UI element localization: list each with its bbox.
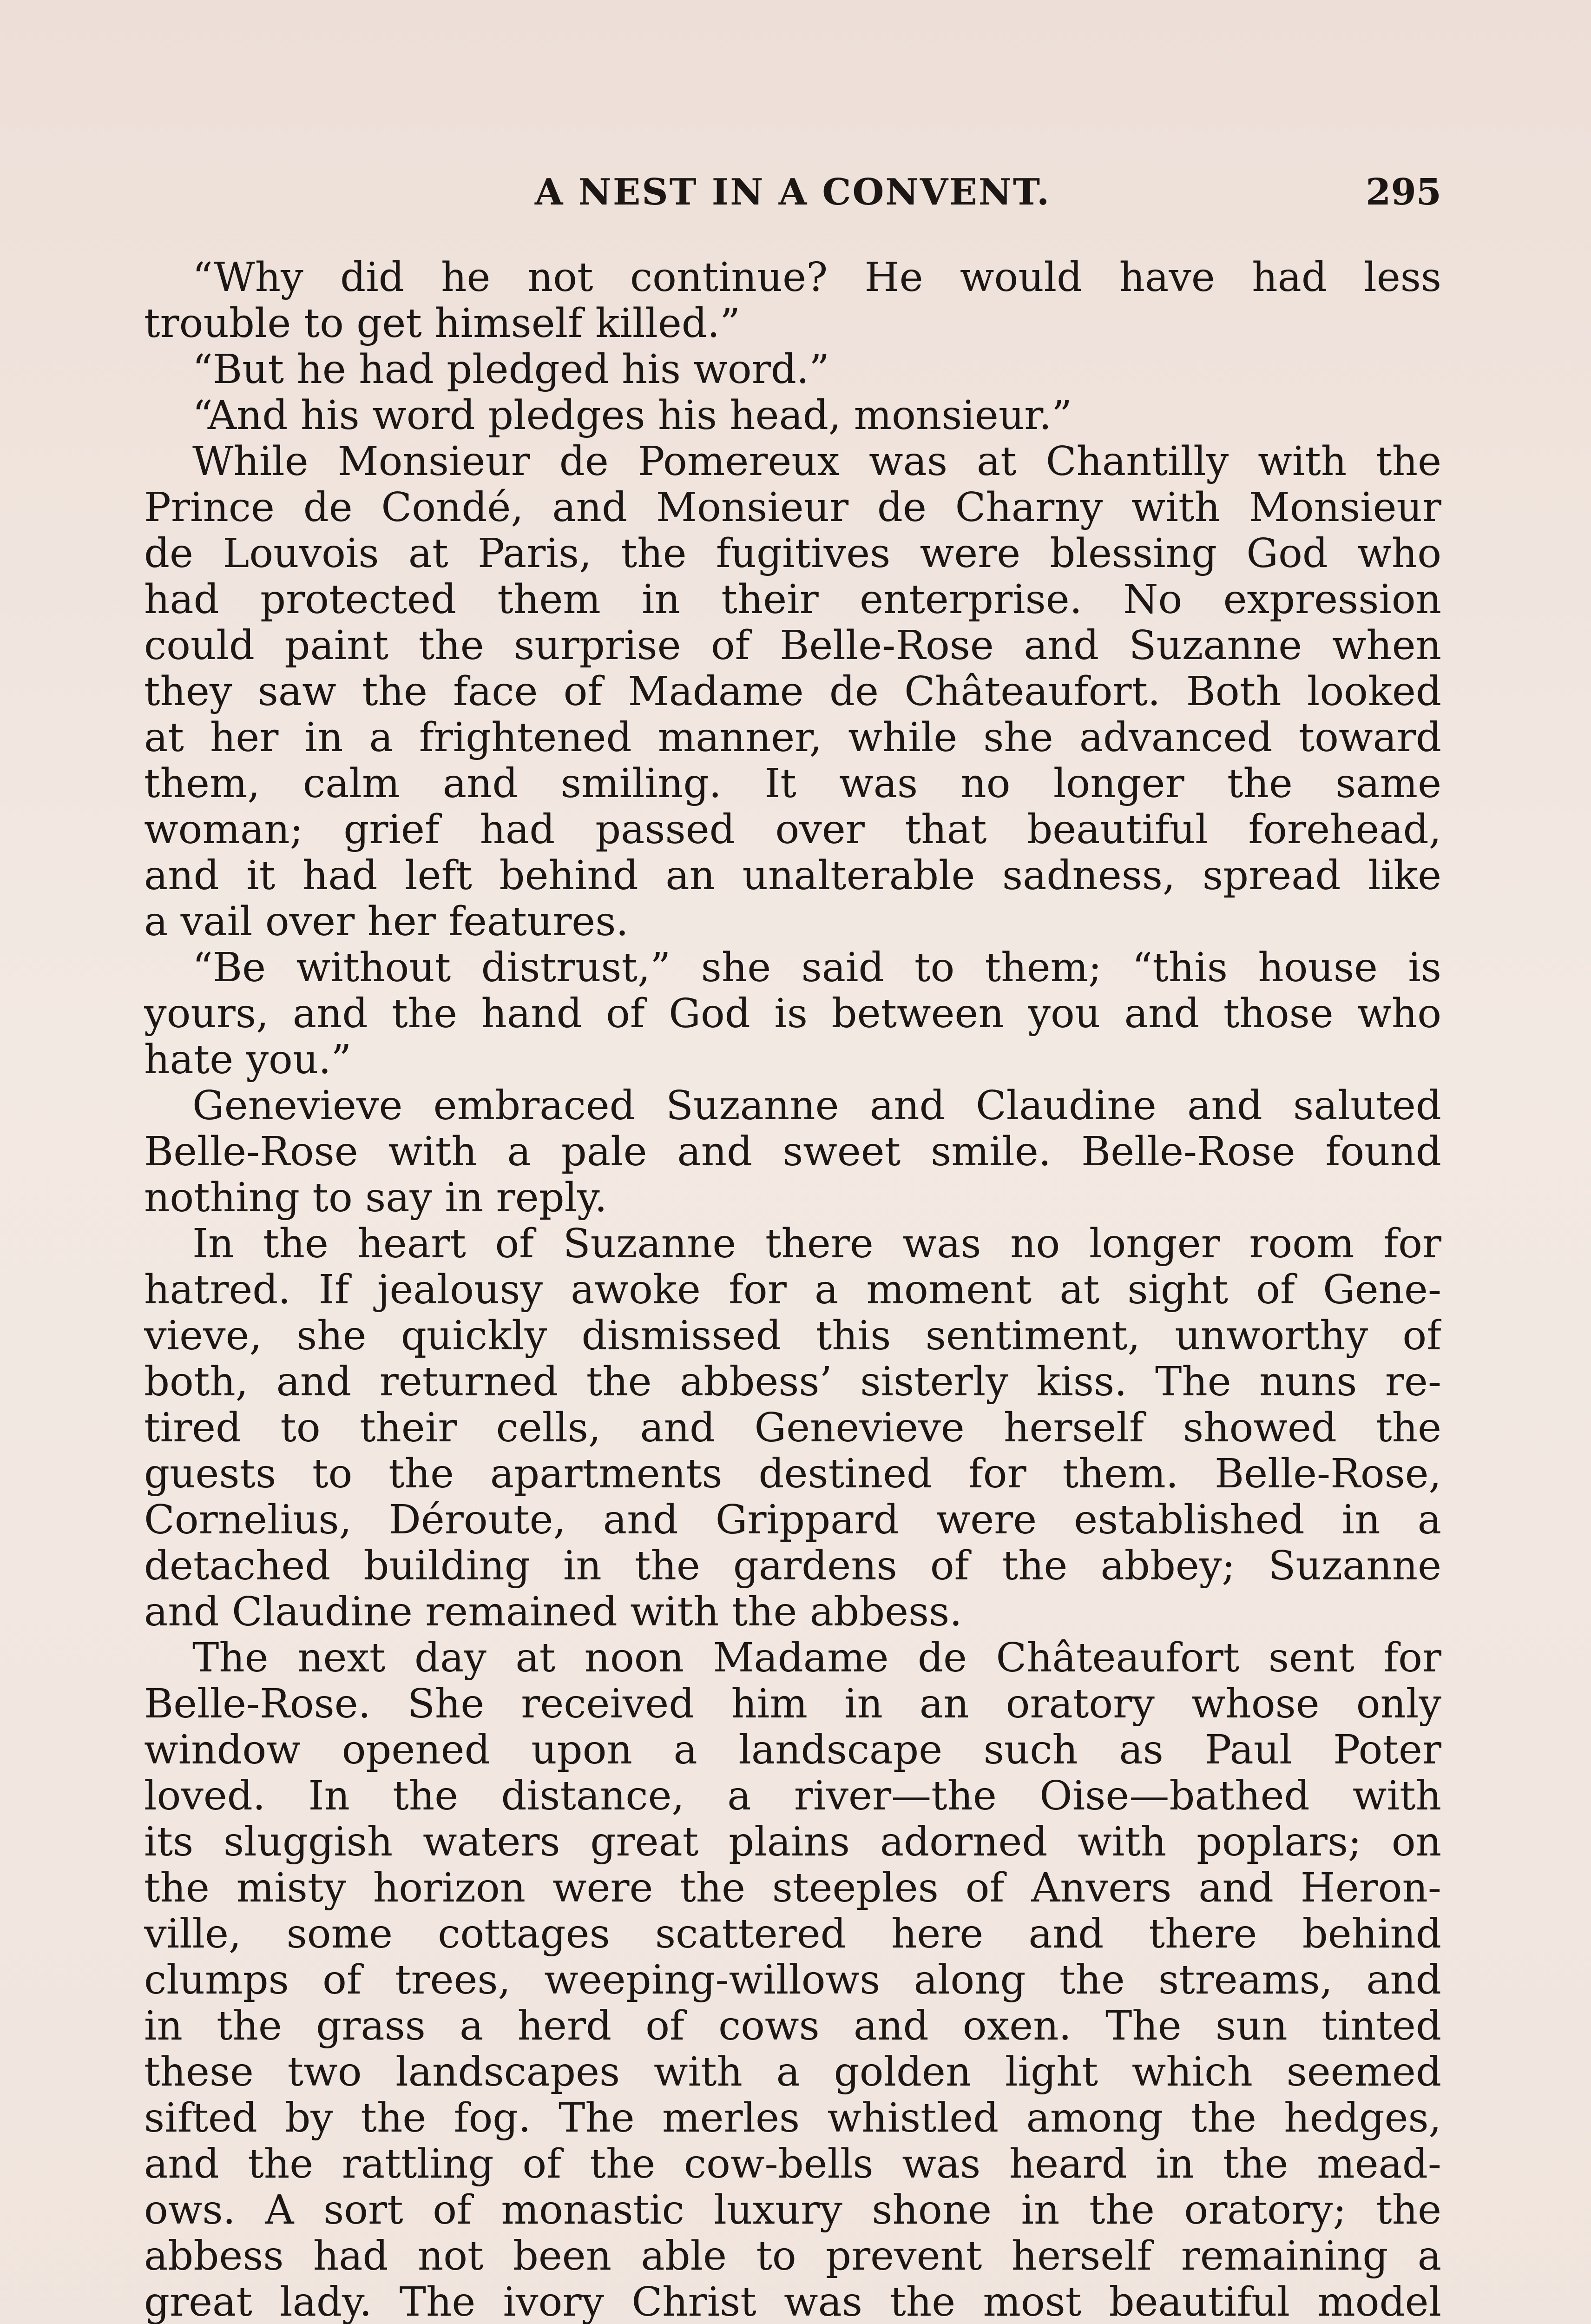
text-line: Genevieve embraced Suzanne and Claudine and saluted [192, 1083, 1441, 1129]
page-number: 295 [1366, 171, 1441, 213]
text-line: Belle-Rose. She received him in an oratory whose only [144, 1681, 1441, 1727]
text-line: they saw the face of Madame de Châteaufort. Both looked [144, 669, 1441, 715]
text-line: tired to their cells, and Genevieve herself showed the [144, 1405, 1441, 1451]
text-line: While Monsieur de Pomereux was at Chantilly with the [192, 439, 1441, 485]
text-line: hatred. If jealousy awoke for a moment at sight of Gene- [144, 1267, 1441, 1313]
text-line: had protected them in their enterprise. No expression [144, 577, 1441, 623]
body-text [144, 255, 1441, 2324]
text-line: guests to the apartments destined for them. Belle-Rose, [144, 1451, 1441, 1497]
text-line: vieve, she quickly dismissed this sentiment, unworthy of [144, 1313, 1441, 1359]
text-line: sifted by the fog. The merles whistled among the hedges, [144, 2095, 1441, 2141]
text-line: “Be without distrust,” she said to them; “this house is [192, 945, 1441, 991]
text-line: at her in a frightened manner, while she advanced toward [144, 715, 1441, 761]
text-line: “Why did he not continue? He would have had less [192, 255, 1441, 301]
text-line: the misty horizon were the steeples of Anvers and Heron- [144, 1865, 1441, 1911]
text-line: these two landscapes with a golden light which seemed [144, 2049, 1441, 2095]
text-line: abbess had not been able to prevent herself remaining a [144, 2233, 1441, 2279]
text-line: a vail over her features. [144, 899, 629, 945]
text-line: yours, and the hand of God is between you and those who [144, 991, 1441, 1037]
text-line: them, calm and smiling. It was no longer the same [144, 761, 1441, 807]
running-header [144, 171, 1441, 227]
text-line: clumps of trees, weeping-willows along the streams, and [144, 1957, 1441, 2003]
text-line: in the grass a herd of cows and oxen. The sun tinted [144, 2003, 1441, 2049]
text-line: hate you.” [144, 1037, 352, 1083]
text-line: de Louvois at Paris, the fugitives were blessing God who [144, 531, 1441, 577]
text-line: Belle-Rose with a pale and sweet smile. Belle-Rose found [144, 1129, 1441, 1175]
text-line: and the rattling of the cow-bells was heard in the mead- [144, 2141, 1441, 2187]
text-line: its sluggish waters great plains adorned with poplars; on [144, 1819, 1441, 1865]
text-line: and Claudine remained with the abbess. [144, 1589, 962, 1635]
text-line: “But he had pledged his word.” [192, 347, 830, 393]
text-line: woman; grief had passed over that beautiful forehead, [144, 807, 1441, 853]
text-line: trouble to get himself killed.” [144, 301, 741, 347]
text-line: “And his word pledges his head, monsieur.” [192, 393, 1072, 439]
chapter-title: A NEST IN A CONVENT. [534, 171, 1051, 213]
text-line: Cornelius, Déroute, and Grippard were established in a [144, 1497, 1441, 1543]
text-line: both, and returned the abbess’ sisterly kiss. The nuns re- [144, 1359, 1441, 1405]
text-line: ows. A sort of monastic luxury shone in the oratory; the [144, 2187, 1441, 2233]
text-line: great lady. The ivory Christ was the most beautiful model [144, 2279, 1441, 2324]
text-line: detached building in the gardens of the abbey; Suzanne [144, 1543, 1441, 1589]
text-line: window opened upon a landscape such as Paul Poter [144, 1727, 1441, 1773]
text-line: In the heart of Suzanne there was no longer room for [192, 1221, 1441, 1267]
text-line: nothing to say in reply. [144, 1175, 607, 1221]
text-line: loved. In the distance, a river—the Oise—bathed with [144, 1773, 1441, 1819]
text-line: The next day at noon Madame de Châteaufort sent for [192, 1635, 1441, 1681]
text-line: Prince de Condé, and Monsieur de Charny with Monsieur [144, 485, 1441, 531]
text-line: and it had left behind an unalterable sadness, spread like [144, 853, 1441, 899]
text-line: could paint the surprise of Belle-Rose and Suzanne when [144, 623, 1441, 669]
text-line: ville, some cottages scattered here and there behind [144, 1911, 1441, 1957]
